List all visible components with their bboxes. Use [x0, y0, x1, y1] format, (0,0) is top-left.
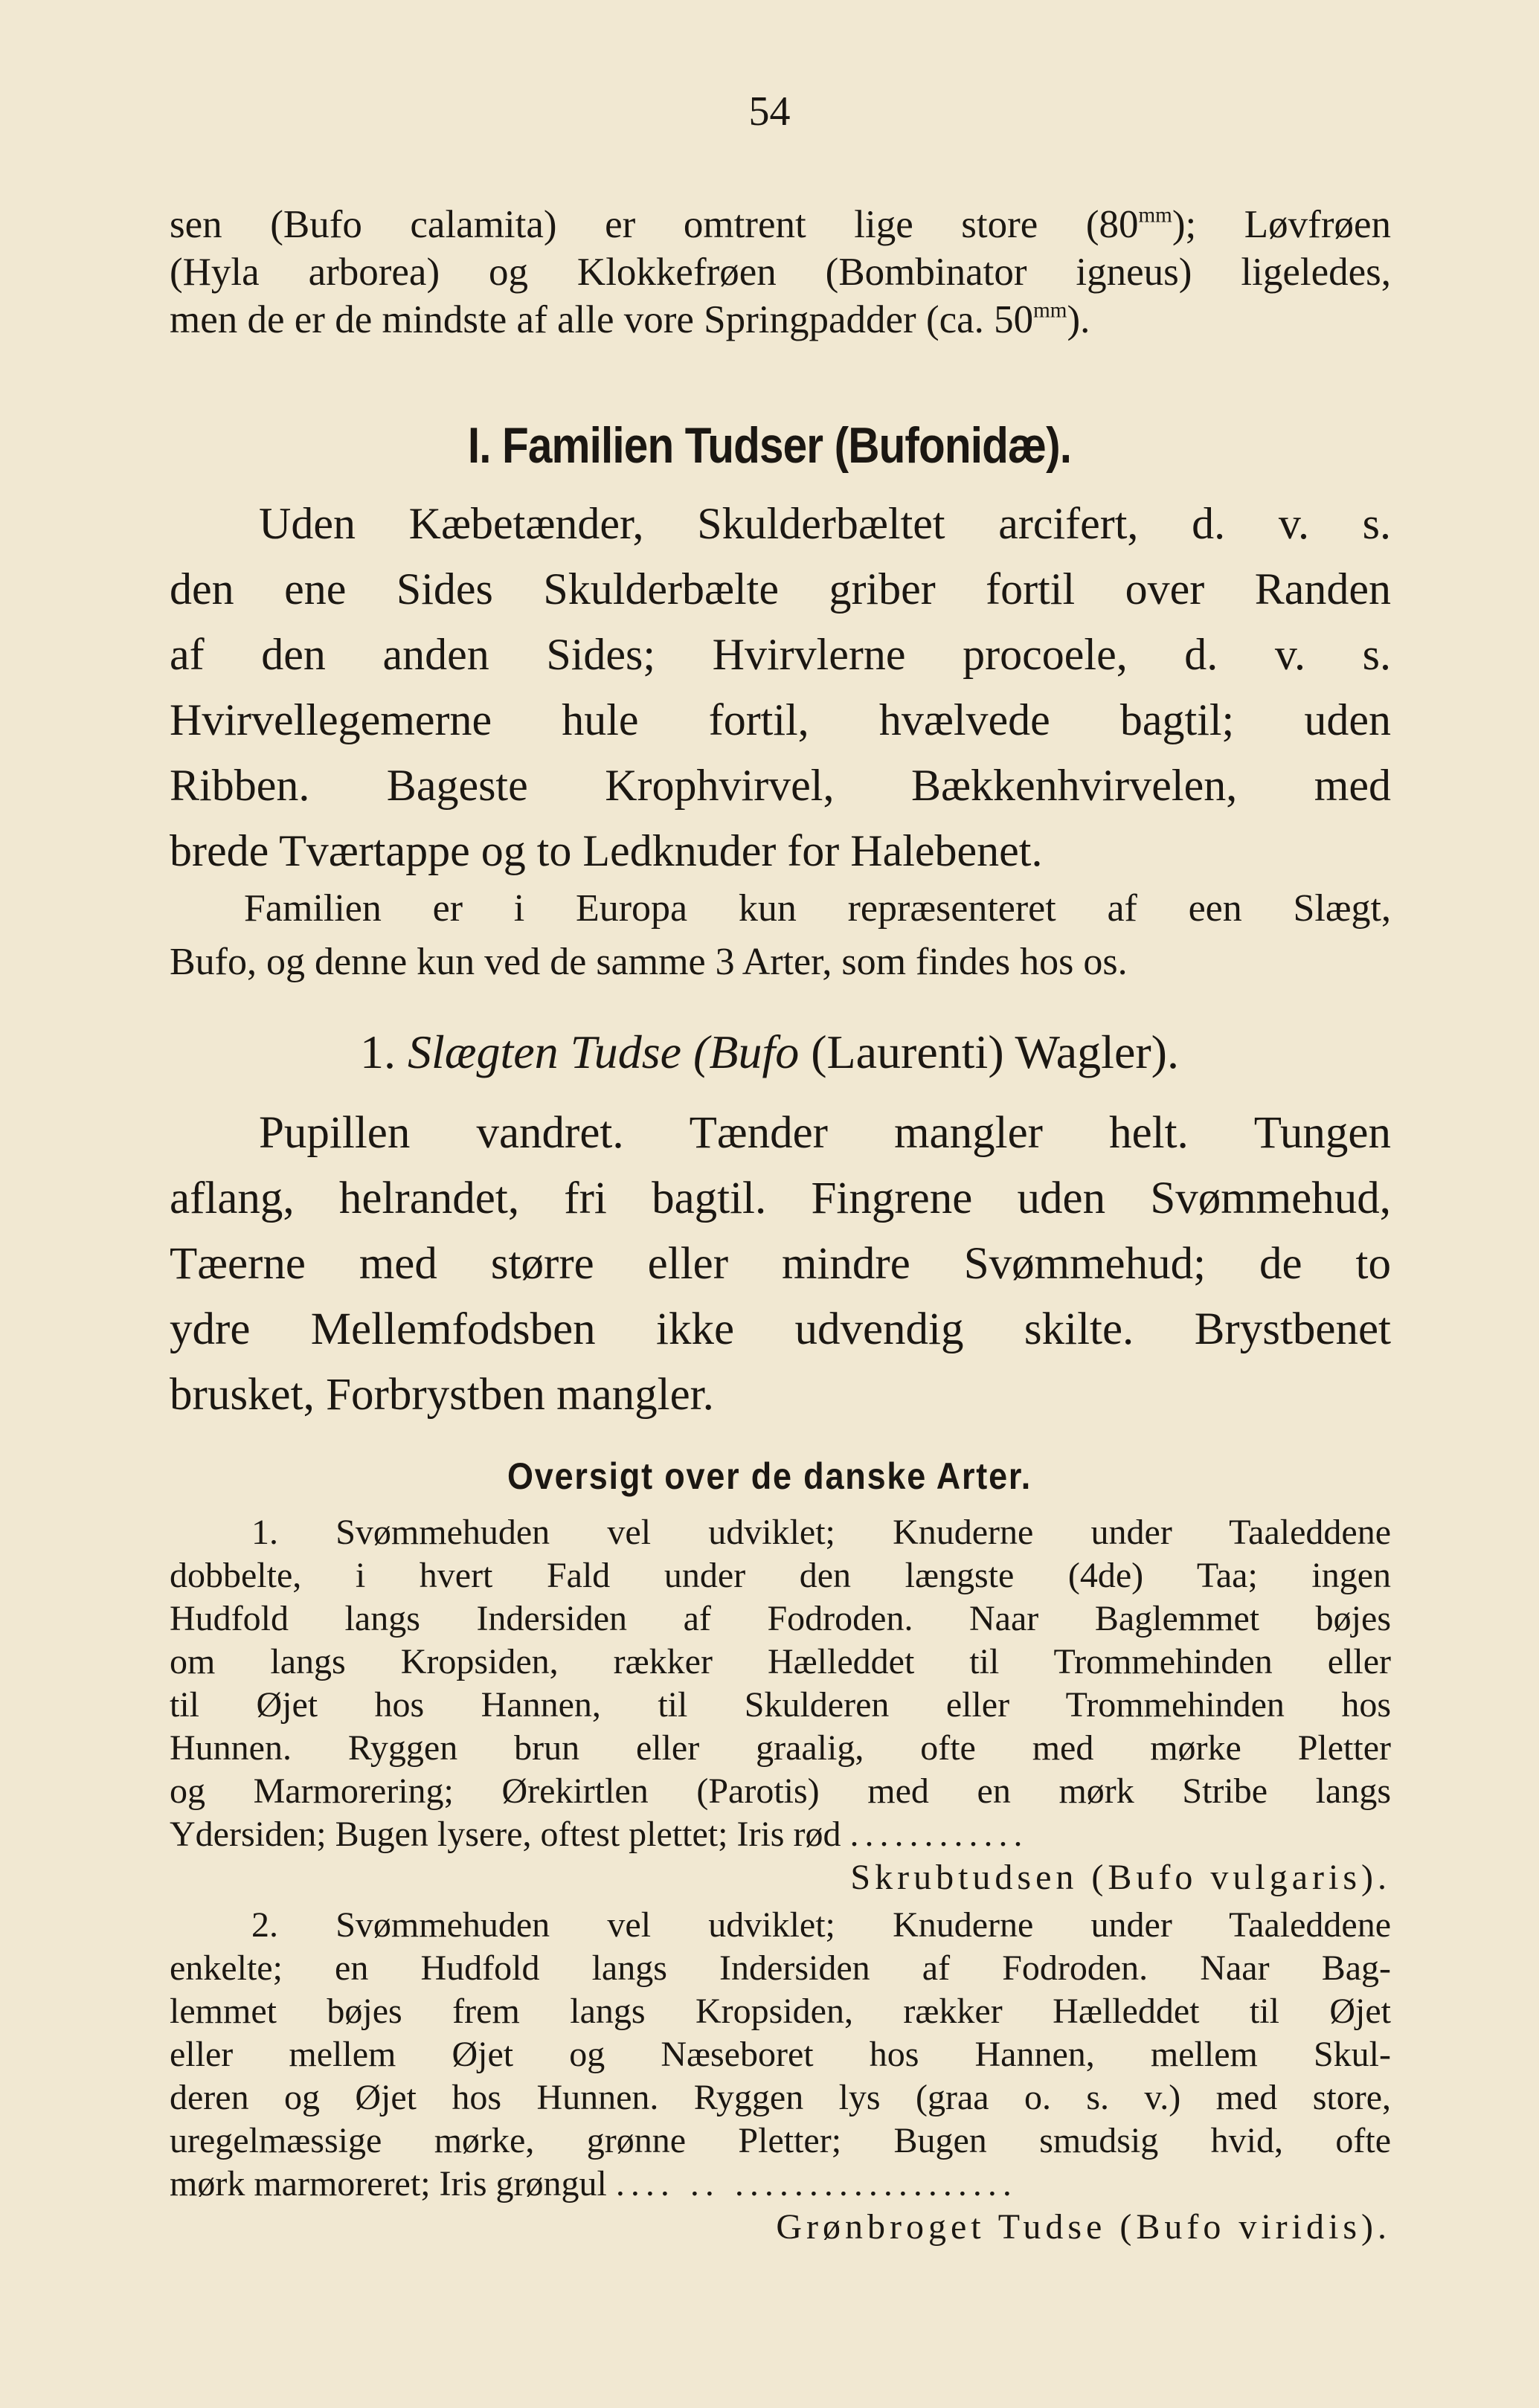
text-line: lemmet bøjes frem langs Kropsiden, rækker Hælleddet til Øjet: [170, 1992, 1391, 2031]
text-line: Familien er i Europa kun repræsenteret af een Slægt,: [244, 887, 1391, 930]
text-line: Bufo, og denne kun ved de samme 3 Arter, som findes hos os.: [170, 941, 1128, 983]
text-line: 2. Svømmehuden vel udviklet; Knuderne under Taaleddene: [251, 1905, 1391, 1945]
genus-authority: (Laurenti) Wagler).: [811, 1026, 1179, 1078]
family-heading: I. Familien Tudser (Bufonidæ).: [467, 417, 1072, 474]
text-line: deren og Øjet hos Hunnen. Ryggen lys (graa o. s. v.) med store,: [170, 2078, 1391, 2117]
text-line: 1. Svømmehuden vel udviklet; Knuderne under Taaleddene: [251, 1513, 1391, 1552]
text-line: eller mellem Øjet og Næseboret hos Hannen, mellem Skul-: [170, 2035, 1391, 2074]
text-line: brusket, Forbrystben mangler.: [170, 1370, 714, 1420]
text-line: aflang, helrandet, fri bagtil. Fingrene uden Svømmehud,: [170, 1174, 1391, 1223]
family-note: [170, 882, 1391, 989]
genus-number: 1.: [360, 1026, 396, 1078]
text-line: (Hyla arborea) og Klokkefrøen (Bombinator igneus) ligeledes,: [170, 251, 1391, 294]
text-line: den ene Sides Skulderbælte griber fortil over Randen: [170, 564, 1391, 614]
family-description: [170, 491, 1391, 883]
text-line: om langs Kropsiden, rækker Hælleddet til Trommehinden eller: [170, 1642, 1391, 1681]
species-entry-1: [170, 1511, 1391, 1899]
text-line: ydre Mellemfodsben ikke udvendig skilte. Brystbenet: [170, 1304, 1391, 1354]
text-line: mørk marmoreret; Iris grøngul .... .. ...................: [170, 2164, 1018, 2203]
text-line: Tæerne med større eller mindre Svømmehud; de to: [170, 1239, 1391, 1289]
text-line: uregelmæssige mørke, grønne Pletter; Bugen smudsig hvid, ofte: [170, 2121, 1391, 2160]
text-line: brede Tværtappe og to Ledknuder for Halebenet.: [170, 826, 1043, 875]
text-line: af den anden Sides; Hvirvlerne procoele, d. v. s.: [170, 630, 1391, 679]
intro-paragraph: [170, 201, 1391, 344]
text-line: Ydersiden; Bugen lysere, oftest plettet; Iris rød ............: [170, 1815, 1029, 1854]
page-number: 54: [748, 88, 791, 135]
dot-leader: .... .. ...................: [615, 2164, 1018, 2203]
text-line: dobbelte, i hvert Fald under den længste (4de) Taa; ingen: [170, 1556, 1391, 1595]
species-name: Skrubtudsen (Bufo vulgaris).: [850, 1858, 1391, 1897]
text-line: sen (Bufo calamita) er omtrent lige store $(80^{mm})$; Løvfrøen: [170, 203, 1391, 246]
text-line: og Marmorering; Ørekirtlen (Parotis) med en mørk Stribe langs: [170, 1771, 1391, 1811]
species-name: Grønbroget Tudse (Bufo viridis).: [776, 2207, 1391, 2247]
text-line: Hvirvellegemerne hule fortil, hvælvede bagtil; uden: [170, 695, 1391, 744]
text-line: Pupillen vandret. Tænder mangler helt. Tungen: [259, 1108, 1391, 1158]
dot-leader: ............: [849, 1815, 1029, 1854]
text-line: Hunnen. Ryggen brun eller graalig, ofte med mørke Pletter: [170, 1728, 1391, 1768]
text-line: Ribben. Bageste Krophvirvel, Bækkenhvirvelen, med: [170, 761, 1391, 810]
text-line: men de er de mindste af alle vore Springpadder (ca. $50^{mm}$).: [170, 298, 1090, 341]
species-entry-2: [170, 1904, 1391, 2249]
overview-heading: Oversigt over de danske Arter.: [507, 1455, 1032, 1497]
text-line: til Øjet hos Hannen, til Skulderen eller Trommehinden hos: [170, 1685, 1391, 1725]
text-line: Hudfold langs Indersiden af Fodroden. Naar Baglemmet bøjes: [170, 1599, 1391, 1638]
genus-name: Slægten Tudse (Bufo: [408, 1026, 800, 1078]
genus-heading: [0, 1025, 1539, 1080]
text-line: enkelte; en Hudfold langs Indersiden af Fodroden. Naar Bag-: [170, 1948, 1391, 1988]
text-line: Uden Kæbetænder, Skulderbæltet arcifert, d. v. s.: [259, 499, 1391, 548]
genus-description: [170, 1101, 1391, 1428]
